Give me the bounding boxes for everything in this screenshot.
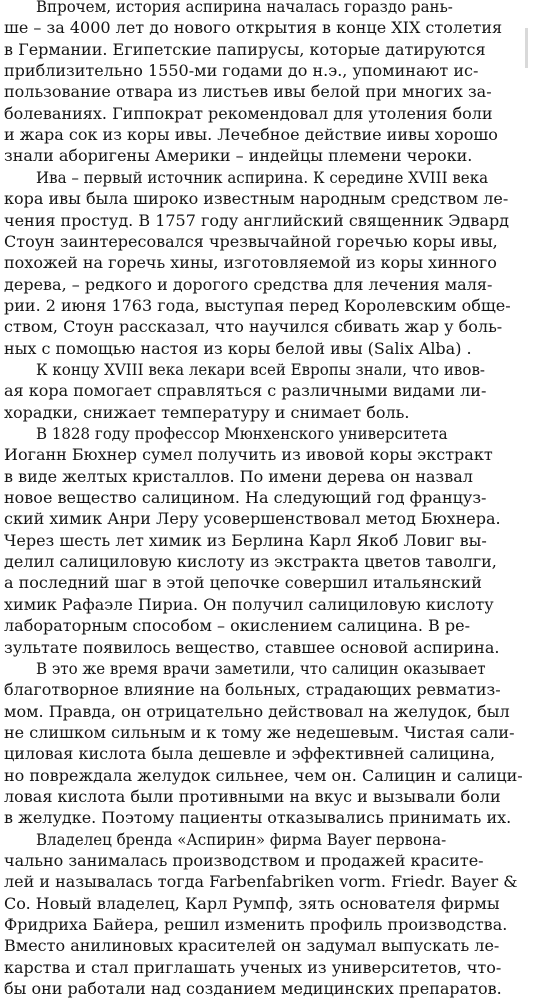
text-line: в желудке. Поэтому пациенты отказывались принимать их. <box>4 808 512 828</box>
text-line: В это же время врачи заметили, что салицин оказывает <box>36 658 486 678</box>
text-line: карства и стал приглашать ученых из университетов, что- <box>4 957 502 977</box>
text-line: ных с помощью настоя из коры белой ивы (Salix Alba) . <box>4 338 472 358</box>
text-line: Впрочем, история аспирина началась гораздо рань- <box>36 0 453 16</box>
text-line: Через шесть лет химик из Берлина Карл Якоб Ловиг вы- <box>4 530 487 550</box>
text-line: болеваниях. Гиппократ рекомендовал для утоления боли <box>4 103 493 123</box>
document-page <box>4 0 534 999</box>
text-line: в виде желтых кристаллов. По имени дерева он назвал <box>4 466 473 486</box>
text-line: кора ивы была широко известным народным средством ле- <box>4 189 509 209</box>
text-line: делил салициловую кислоту из экстракта цветов таволги, <box>4 552 497 572</box>
text-line: новое вещество салицином. На следующий год француз- <box>4 488 487 508</box>
text-line: знали аборигены Америки – индейцы племени чероки. <box>4 146 473 166</box>
text-line: ский химик Анри Леру усовершенствовал метод Бюхнера. <box>4 509 501 529</box>
text-line: Владелец бренда «Аспирин» фирма Bayer первона- <box>36 829 447 849</box>
text-line: дерева, – редкого и дорогого средства для лечения маля- <box>4 274 493 294</box>
text-line: но повреждала желудок сильнее, чем он. Салицин и салици- <box>4 765 523 785</box>
text-line: Вместо анилиновых красителей он задумал выпускать ле- <box>4 936 500 956</box>
text-line: чения простуд. В 1757 году английский священник Эдвард <box>4 210 510 230</box>
text-line: зультате появилось вещество, ставшее основой аспирина. <box>4 637 500 657</box>
text-line: ством, Стоун рассказал, что научился сбивать жар у боль- <box>4 317 503 337</box>
text-line: Ива – первый источник аспирина. К середине XVIII века <box>36 167 489 187</box>
text-line: Стоун заинтересовался чрезвычайной горечью коры ивы, <box>4 231 498 251</box>
text-line: К концу XVIII века лекари всей Европы знали, что ивов- <box>36 359 485 379</box>
text-line: приблизительно 1550-ми годами до н.э., упоминают ис- <box>4 61 479 81</box>
text-line: Co. Новый владелец, Карл Румпф, зять основателя фирмы <box>4 893 500 913</box>
text-line: рии. 2 июня 1763 года, выступая перед Королевским обще- <box>4 295 511 315</box>
text-line: лей и называлась тогда Farbenfabriken vorm. Friedr. Bayer & <box>4 872 518 892</box>
text-line: не слишком сильным и к тому же недешевым. Чистая сали- <box>4 722 515 742</box>
text-line: и жара сок из коры ивы. Лечебное действие иивы хорошо <box>4 125 498 145</box>
text-line: В 1828 году профессор Мюнхенского университета <box>36 424 448 443</box>
text-line: химик Рафаэле Пириа. Он получил салициловую кислоту <box>4 594 494 614</box>
text-line: пользование отвара из листьев ивы белой при многих за- <box>4 82 492 102</box>
text-line: Фридриха Байера, решил изменить профиль производства. <box>4 915 508 935</box>
text-line: мом. Правда, он отрицательно действовал на желудок, был <box>4 701 510 721</box>
text-line: в Германии. Египетские папирусы, которые датируются <box>4 39 486 59</box>
text-line: а последний шаг в этой цепочке совершил итальянский <box>4 573 482 593</box>
text-line: бы они работали над созданием медицинских препаратов. <box>4 979 502 999</box>
text-line: циловая кислота была дешевле и эффективней салицина, <box>4 744 496 764</box>
text-line: ше – за 4000 лет до нового открытия в конце XIX столетия <box>4 18 503 38</box>
text-line: ая кора помогает справляться с различными видами ли- <box>4 381 487 401</box>
text-line: похожей на горечь хины, изготовляемой из коры хинного <box>4 253 497 273</box>
text-line: благотворное влияние на больных, страдающих ревматиз- <box>4 680 501 700</box>
text-line: лабораторным способом – окислением салицина. В ре- <box>4 616 470 636</box>
text-line: чально занималась производством и продажей красите- <box>4 851 484 870</box>
text-line: ловая кислота были противными на вкус и вызывали боли <box>4 786 501 806</box>
text-line: хорадки, снижает температуру и снимает боль. <box>4 402 410 422</box>
text-line: Иоганн Бюхнер сумел получить из ивовой коры экстракт <box>4 445 493 465</box>
